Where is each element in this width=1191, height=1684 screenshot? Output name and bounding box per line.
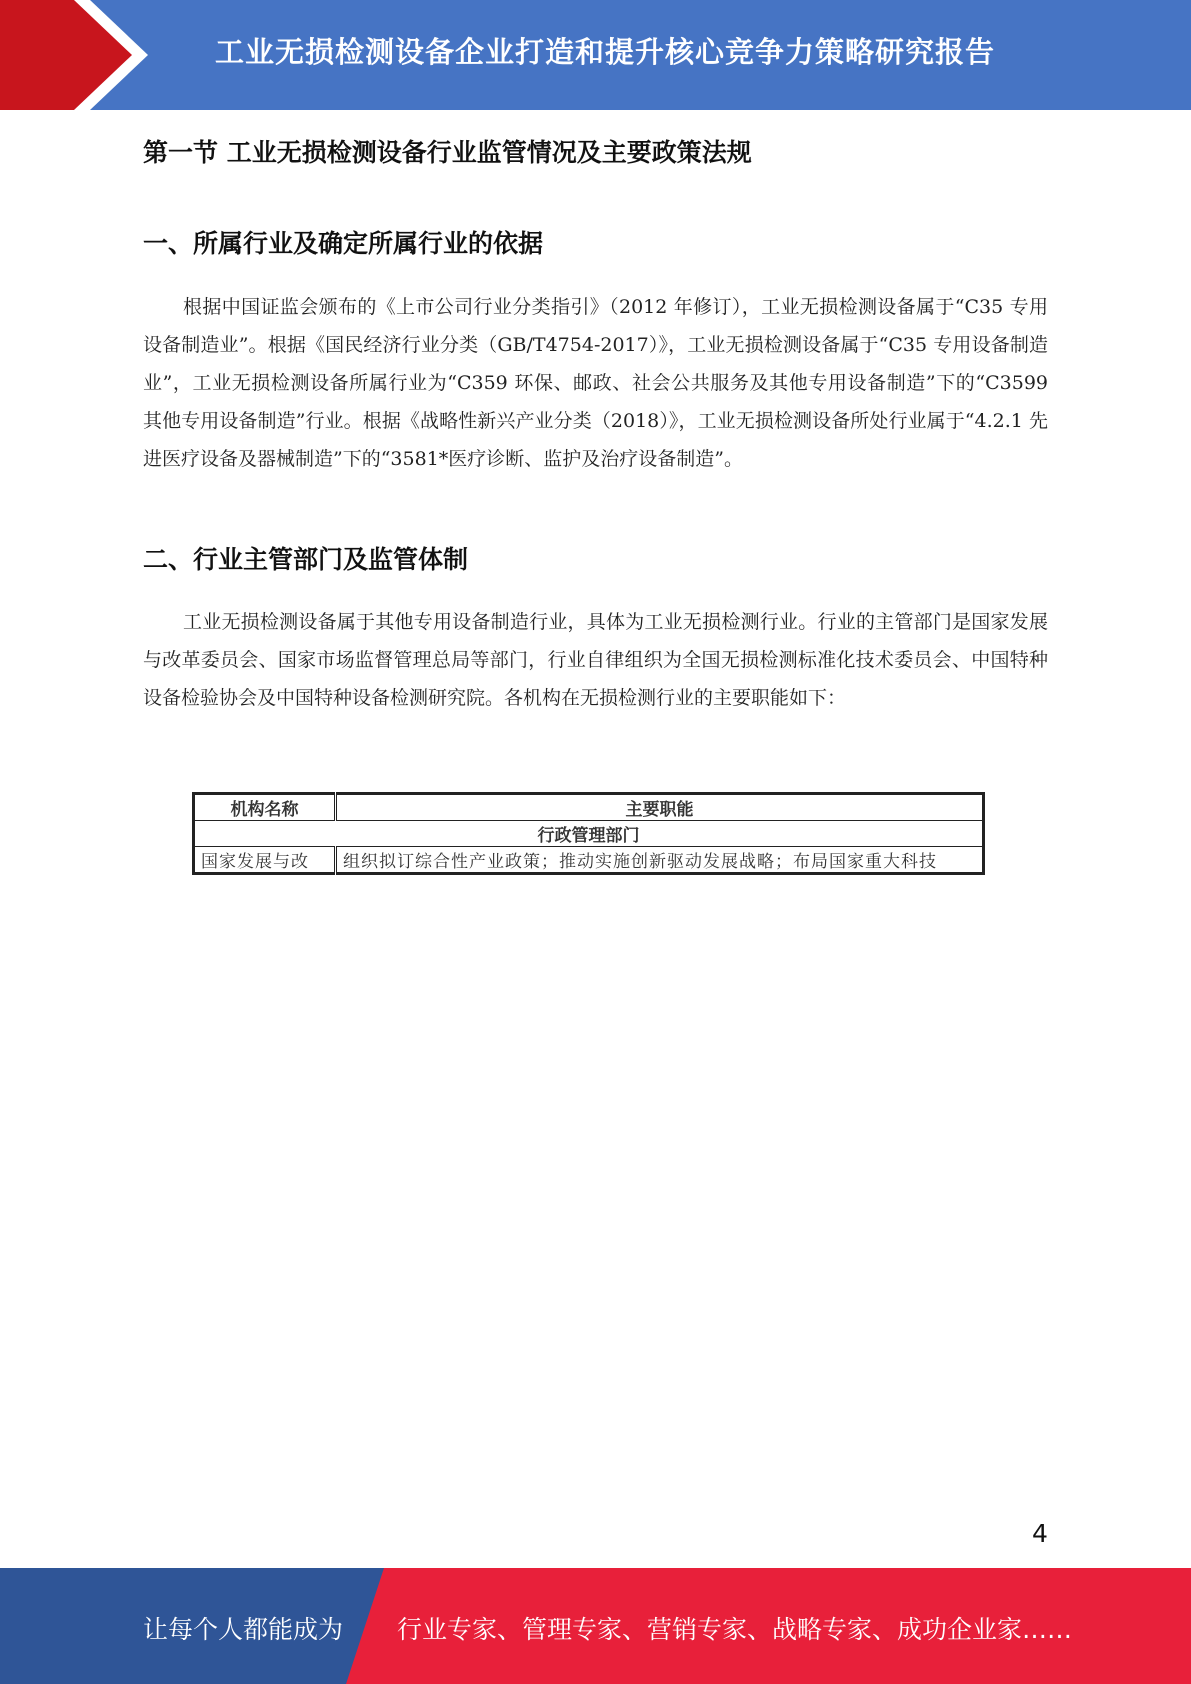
report-title: 工业无损检测设备企业打造和提升核心竞争力策略研究报告 bbox=[215, 35, 996, 69]
table-header-org-name: 机构名称 bbox=[194, 794, 336, 821]
table-cell-org: 国家发展与改 bbox=[194, 847, 336, 874]
table-group-label: 行政管理部门 bbox=[194, 821, 984, 847]
table-header-functions: 主要职能 bbox=[336, 794, 984, 821]
footer-slogan-left: 让每个人都能成为 bbox=[143, 1615, 344, 1644]
footer-slogan-right: 行业专家、管理专家、营销专家、战略专家、成功企业家…… bbox=[397, 1615, 1073, 1644]
footer-banner bbox=[0, 1568, 1191, 1684]
regulator-functions-table bbox=[192, 792, 985, 875]
header-banner bbox=[0, 0, 1191, 110]
heading-industry-classification: 一、所属行业及确定所属行业的依据 bbox=[143, 229, 544, 258]
table-cell-function: 组织拟订综合性产业政策；推动实施创新驱动发展战略；布局国家重大科技 bbox=[336, 847, 984, 874]
table-group-row bbox=[194, 821, 984, 847]
section-title: 第一节 工业无损检测设备行业监管情况及主要政策法规 bbox=[143, 138, 752, 167]
page-number: 4 bbox=[1032, 1519, 1048, 1548]
table-row bbox=[194, 847, 984, 874]
paragraph-industry-classification: 根据中国证监会颁布的《上市公司行业分类指引》（2012 年修订），工业无损检测设备属于“C35 专用设备制造业”。根据《国民经济行业分类（GB/T4754-2017）》，工业无损检测设备属于“C35 专用设备制造业”，工业无损检测设备所属行业为“C359 环保、邮政、社会公共服务及其他专用设备制造”下的“C3599 其他专用设备制造”行业。根据《战略性新兴产业分类（2018）》，工业无损检测设备所处行业属于“4.2.1 先进医疗设备及器械制造”下的“3581*医疗诊断、监护及治疗设备制造”。 bbox=[143, 296, 1048, 470]
paragraph-regulatory-system: 工业无损检测设备属于其他专用设备制造行业，具体为工业无损检测行业。行业的主管部门是国家发展与改革委员会、国家市场监督管理总局等部门，行业自律组织为全国无损检测标准化技术委员会、中国特种设备检验协会及中国特种设备检测研究院。各机构在无损检测行业的主要职能如下： bbox=[143, 611, 1048, 709]
heading-regulatory-system: 二、行业主管部门及监管体制 bbox=[143, 545, 469, 574]
table-header-row bbox=[194, 794, 984, 821]
